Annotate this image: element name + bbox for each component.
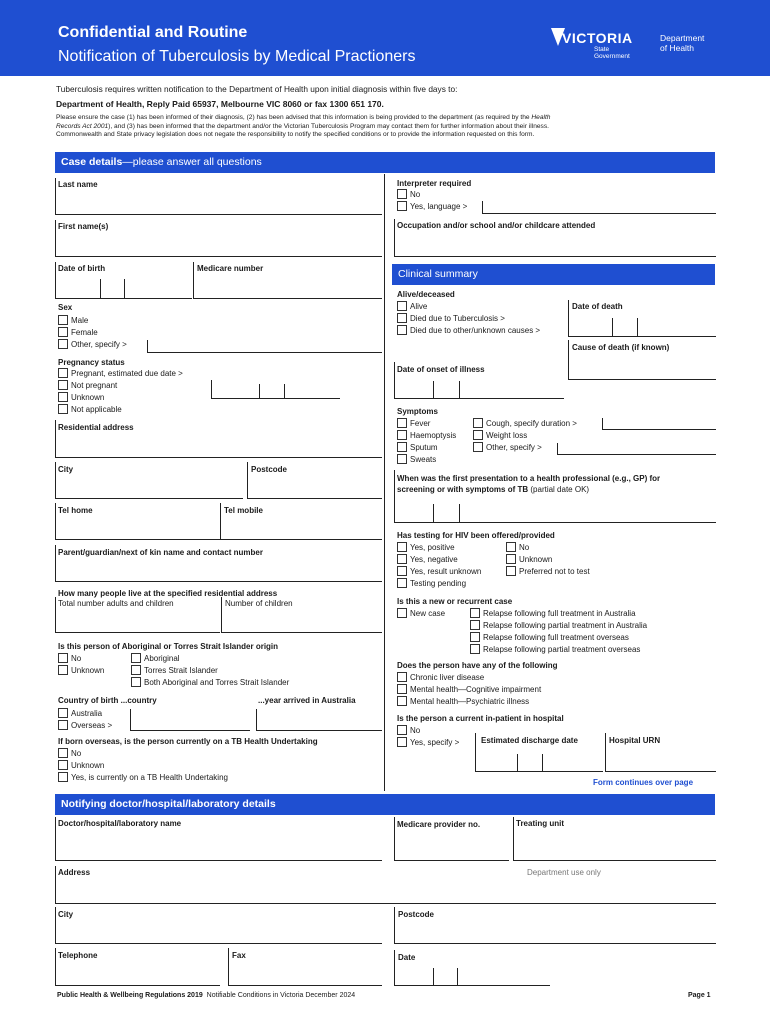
last-name-label: Last name (58, 180, 98, 189)
pregnancy-na-checkbox[interactable] (58, 404, 68, 414)
tel-home-label: Tel home (58, 506, 93, 515)
first-names-field[interactable] (55, 220, 382, 257)
postcode-field[interactable] (247, 462, 382, 499)
symptoms-right: Cough, specify duration > Weight loss Other, specify > (473, 417, 577, 453)
undertaking-yes-checkbox[interactable] (58, 772, 68, 782)
notifier-address-field[interactable] (55, 866, 716, 904)
pregnant-checkbox[interactable] (58, 368, 68, 378)
discharge-field[interactable] (475, 733, 603, 772)
inpatient-label: Is the person a current in-patient in hospital (397, 714, 564, 723)
language-field[interactable] (482, 201, 716, 214)
notifier-name-field[interactable] (55, 817, 382, 861)
treating-unit-label: Treating unit (516, 819, 564, 828)
department-use-label: Department use only (527, 868, 601, 877)
tel-mobile-field[interactable] (220, 503, 382, 540)
hiv-result-unknown-checkbox[interactable] (397, 566, 407, 576)
provider-no-label: Medicare provider no. (397, 820, 481, 829)
page-subtitle: Notification of Tuberculosis by Medical Practioners (58, 48, 416, 65)
medicare-label: Medicare number (197, 264, 264, 273)
sex-options: Male Female Other, specify > (58, 314, 127, 350)
relapse-partial-aus-checkbox[interactable] (470, 620, 480, 630)
undertaking-no-checkbox[interactable] (58, 748, 68, 758)
victoria-logo-text: VICTORIA (562, 30, 633, 46)
hiv-negative-checkbox[interactable] (397, 554, 407, 564)
hiv-pending-checkbox[interactable] (397, 578, 407, 588)
dob-label: Date of birth (58, 264, 106, 273)
interpreter-no-checkbox[interactable] (397, 189, 407, 199)
undertaking-unknown-checkbox[interactable] (58, 760, 68, 770)
hiv-label: Has testing for HIV been offered/provided (397, 531, 555, 540)
date-field[interactable] (394, 950, 550, 986)
notifier-bar: Notifying doctor/hospital/laboratory details (55, 794, 715, 815)
intro-text: Tuberculosis requires written notification to the Department of Health upon initial diagnosis within five days to: (56, 84, 458, 94)
cough-checkbox[interactable] (473, 418, 483, 428)
hiv-options-right: No Unknown Preferred not to test (506, 541, 590, 577)
form-continues-text: Form continues over page (593, 778, 694, 787)
footer-text: Public Health & Wellbeing Regulations 2019 Notifiable Conditions in Victoria December 2024 (57, 992, 356, 999)
presentation-label: When was the first presentation to a health professional (e.g., GP) for (397, 474, 661, 483)
aboriginal-checkbox[interactable] (131, 653, 141, 663)
due-date-field[interactable] (211, 380, 340, 399)
hiv-positive-checkbox[interactable] (397, 542, 407, 552)
provider-no-field[interactable] (394, 817, 509, 861)
cause-of-death-field[interactable] (568, 340, 716, 380)
atsi-options-right: Aboriginal Torres Strait Islander Both Aboriginal and Torres Strait Islander (131, 652, 289, 688)
sweats-checkbox[interactable] (397, 454, 407, 464)
conditions-options: Chronic liver disease Mental health—Cognitive impairment Mental health—Psychiatric illness (397, 671, 541, 707)
hospital-urn-label: Hospital URN (609, 736, 661, 745)
page-title: Confidential and Routine (58, 24, 248, 41)
onset-label: Date of onset of illness (397, 365, 485, 374)
city-field[interactable] (55, 462, 243, 499)
died-tb-checkbox[interactable] (397, 313, 407, 323)
country-field[interactable] (130, 709, 250, 731)
cob-australia-checkbox[interactable] (58, 708, 68, 718)
country-of-birth-label: Country of birth ...country (58, 696, 157, 705)
last-name-field[interactable] (55, 178, 382, 215)
relapse-options: Relapse following full treatment in Australia Relapse following partial treatment in Australia Relapse following full treatment overseas Relapse following partial treatment overseas (470, 607, 647, 655)
occupation-field[interactable] (394, 219, 716, 257)
inpatient-options: No Yes, specify > (397, 724, 459, 748)
new-case-checkbox[interactable] (397, 608, 407, 618)
liver-disease-checkbox[interactable] (397, 672, 407, 682)
alive-options: Alive Died due to Tuberculosis > Died due to other/unknown causes > (397, 300, 540, 336)
cough-duration-field[interactable] (602, 418, 716, 430)
other-symptom-field[interactable] (557, 443, 716, 455)
atsi-label: Is this person of Aboriginal or Torres Strait Islander origin (58, 642, 279, 651)
new-case-option: New case (397, 607, 445, 619)
kin-field[interactable] (55, 545, 382, 582)
alive-label: Alive/deceased (397, 290, 455, 299)
department-of-health-logo: Department of Health (660, 33, 705, 53)
conditions-label: Does the person have any of the following (397, 661, 558, 670)
telephone-label: Telephone (58, 951, 98, 960)
relapse-full-aus-checkbox[interactable] (470, 608, 480, 618)
hospital-urn-field[interactable] (605, 733, 716, 772)
notifier-name-label: Doctor/hospital/laboratory name (58, 819, 182, 828)
tel-home-field[interactable] (55, 503, 220, 540)
pregnancy-label: Pregnancy status (58, 358, 125, 367)
notifier-postcode-label: Postcode (398, 910, 435, 919)
telephone-field[interactable] (55, 948, 220, 986)
tel-mobile-label: Tel mobile (224, 506, 263, 515)
cob-overseas-checkbox[interactable] (58, 720, 68, 730)
atsi-no-checkbox[interactable] (58, 653, 68, 663)
weight-loss-checkbox[interactable] (473, 430, 483, 440)
city-label: City (58, 465, 74, 474)
fever-checkbox[interactable] (397, 418, 407, 428)
other-symptom-checkbox[interactable] (473, 442, 483, 452)
inpatient-yes-checkbox[interactable] (397, 737, 407, 747)
alive-checkbox[interactable] (397, 301, 407, 311)
pregnancy-unknown-checkbox[interactable] (58, 392, 68, 402)
clinical-summary-bar: Clinical summary (392, 264, 715, 285)
sex-female-checkbox[interactable] (58, 327, 68, 337)
sex-male-checkbox[interactable] (58, 315, 68, 325)
first-names-label: First name(s) (58, 222, 109, 231)
hiv-unknown-checkbox[interactable] (506, 554, 516, 564)
recurrent-label: Is this a new or recurrent case (397, 597, 513, 606)
kin-label: Parent/guardian/next of kin name and contact number (58, 548, 263, 557)
discharge-label: Estimated discharge date (481, 736, 578, 745)
relapse-partial-overseas-checkbox[interactable] (470, 644, 480, 654)
not-pregnant-checkbox[interactable] (58, 380, 68, 390)
inpatient-no-checkbox[interactable] (397, 725, 407, 735)
sex-other-field[interactable] (147, 340, 382, 353)
interpreter-yes-checkbox[interactable] (397, 201, 407, 211)
pregnancy-options: Pregnant, estimated due date > Not pregnant Unknown Not applicable (58, 367, 183, 415)
symptoms-label: Symptoms (397, 407, 438, 416)
undertaking-options: No Unknown Yes, is currently on a TB Health Undertaking (58, 747, 228, 783)
presentation-label-2: screening or with symptoms of TB (partial date OK) (397, 485, 590, 494)
state-government-text: State Government (594, 46, 630, 60)
torres-strait-checkbox[interactable] (131, 665, 141, 675)
died-other-checkbox[interactable] (397, 325, 407, 335)
cause-of-death-label: Cause of death (if known) (572, 343, 670, 352)
adults-label: Total number adults and children (58, 599, 174, 608)
hiv-options-left: Yes, positive Yes, negative Yes, result unknown Testing pending (397, 541, 481, 589)
fax-field[interactable] (228, 948, 382, 986)
notifier-address-label: Address (58, 868, 91, 877)
case-details-bar: Case details—please answer all questions (55, 152, 715, 173)
notifier-city-label: City (58, 910, 74, 919)
sex-label: Sex (58, 303, 73, 312)
people-label: How many people live at the specified residential address (58, 589, 278, 598)
presentation-field[interactable] (394, 470, 716, 523)
privacy-paragraph: Please ensure the case (1) has been informed of their diagnosis, (2) has been advised that this information is being provided to the department (as required by the Health Records Act 2001), and (3) has been informed that the department and/or the Victorian Tuberculosis Program may contact them for further information about their illness. Commonwealth and State privacy legislation does not negate the responsibility to notify the specified conditions or to provide the information requested on this form. (56, 114, 551, 139)
hiv-no-checkbox[interactable] (506, 542, 516, 552)
haemoptysis-checkbox[interactable] (397, 430, 407, 440)
date-label: Date (398, 953, 416, 962)
relapse-full-overseas-checkbox[interactable] (470, 632, 480, 642)
fax-label: Fax (232, 951, 246, 960)
children-label: Number of children (225, 599, 293, 608)
date-of-death-field[interactable] (568, 300, 716, 337)
cognitive-checkbox[interactable] (397, 684, 407, 694)
psychiatric-checkbox[interactable] (397, 696, 407, 706)
undertaking-label: If born overseas, is the person currently on a TB Health Undertaking (58, 737, 318, 746)
sputum-checkbox[interactable] (397, 442, 407, 452)
treating-unit-field[interactable] (513, 817, 716, 861)
residential-address-label: Residential address (58, 423, 134, 432)
submission-address: Department of Health, Reply Paid 65937, Melbourne VIC 8060 or fax 1300 651 170. (56, 99, 384, 109)
notifier-postcode-field[interactable] (394, 907, 716, 944)
onset-field[interactable] (394, 362, 564, 399)
atsi-options-left: No Unknown (58, 652, 104, 676)
residential-address-field[interactable] (55, 420, 382, 458)
postcode-label: Postcode (251, 465, 288, 474)
date-of-death-label: Date of death (572, 302, 623, 311)
interpreter-options: No Yes, language > (397, 188, 467, 212)
children-field[interactable] (221, 597, 382, 633)
sex-other-checkbox[interactable] (58, 339, 68, 349)
adults-field[interactable] (55, 597, 220, 633)
hiv-not-test-checkbox[interactable] (506, 566, 516, 576)
year-arrived-field[interactable] (256, 709, 382, 731)
symptoms-left: Fever Haemoptysis Sputum Sweats (397, 417, 456, 465)
page-number: Page 1 (688, 992, 711, 999)
notifier-city-field[interactable] (55, 907, 382, 944)
interpreter-label: Interpreter required (397, 179, 472, 188)
column-divider (384, 174, 385, 791)
cob-options: Australia Overseas > (58, 707, 112, 731)
year-arrived-label: ...year arrived in Australia (258, 696, 356, 705)
both-atsi-checkbox[interactable] (131, 677, 141, 687)
atsi-unknown-checkbox[interactable] (58, 665, 68, 675)
medicare-field[interactable] (193, 262, 382, 299)
occupation-label: Occupation and/or school and/or childcare attended (397, 221, 596, 230)
